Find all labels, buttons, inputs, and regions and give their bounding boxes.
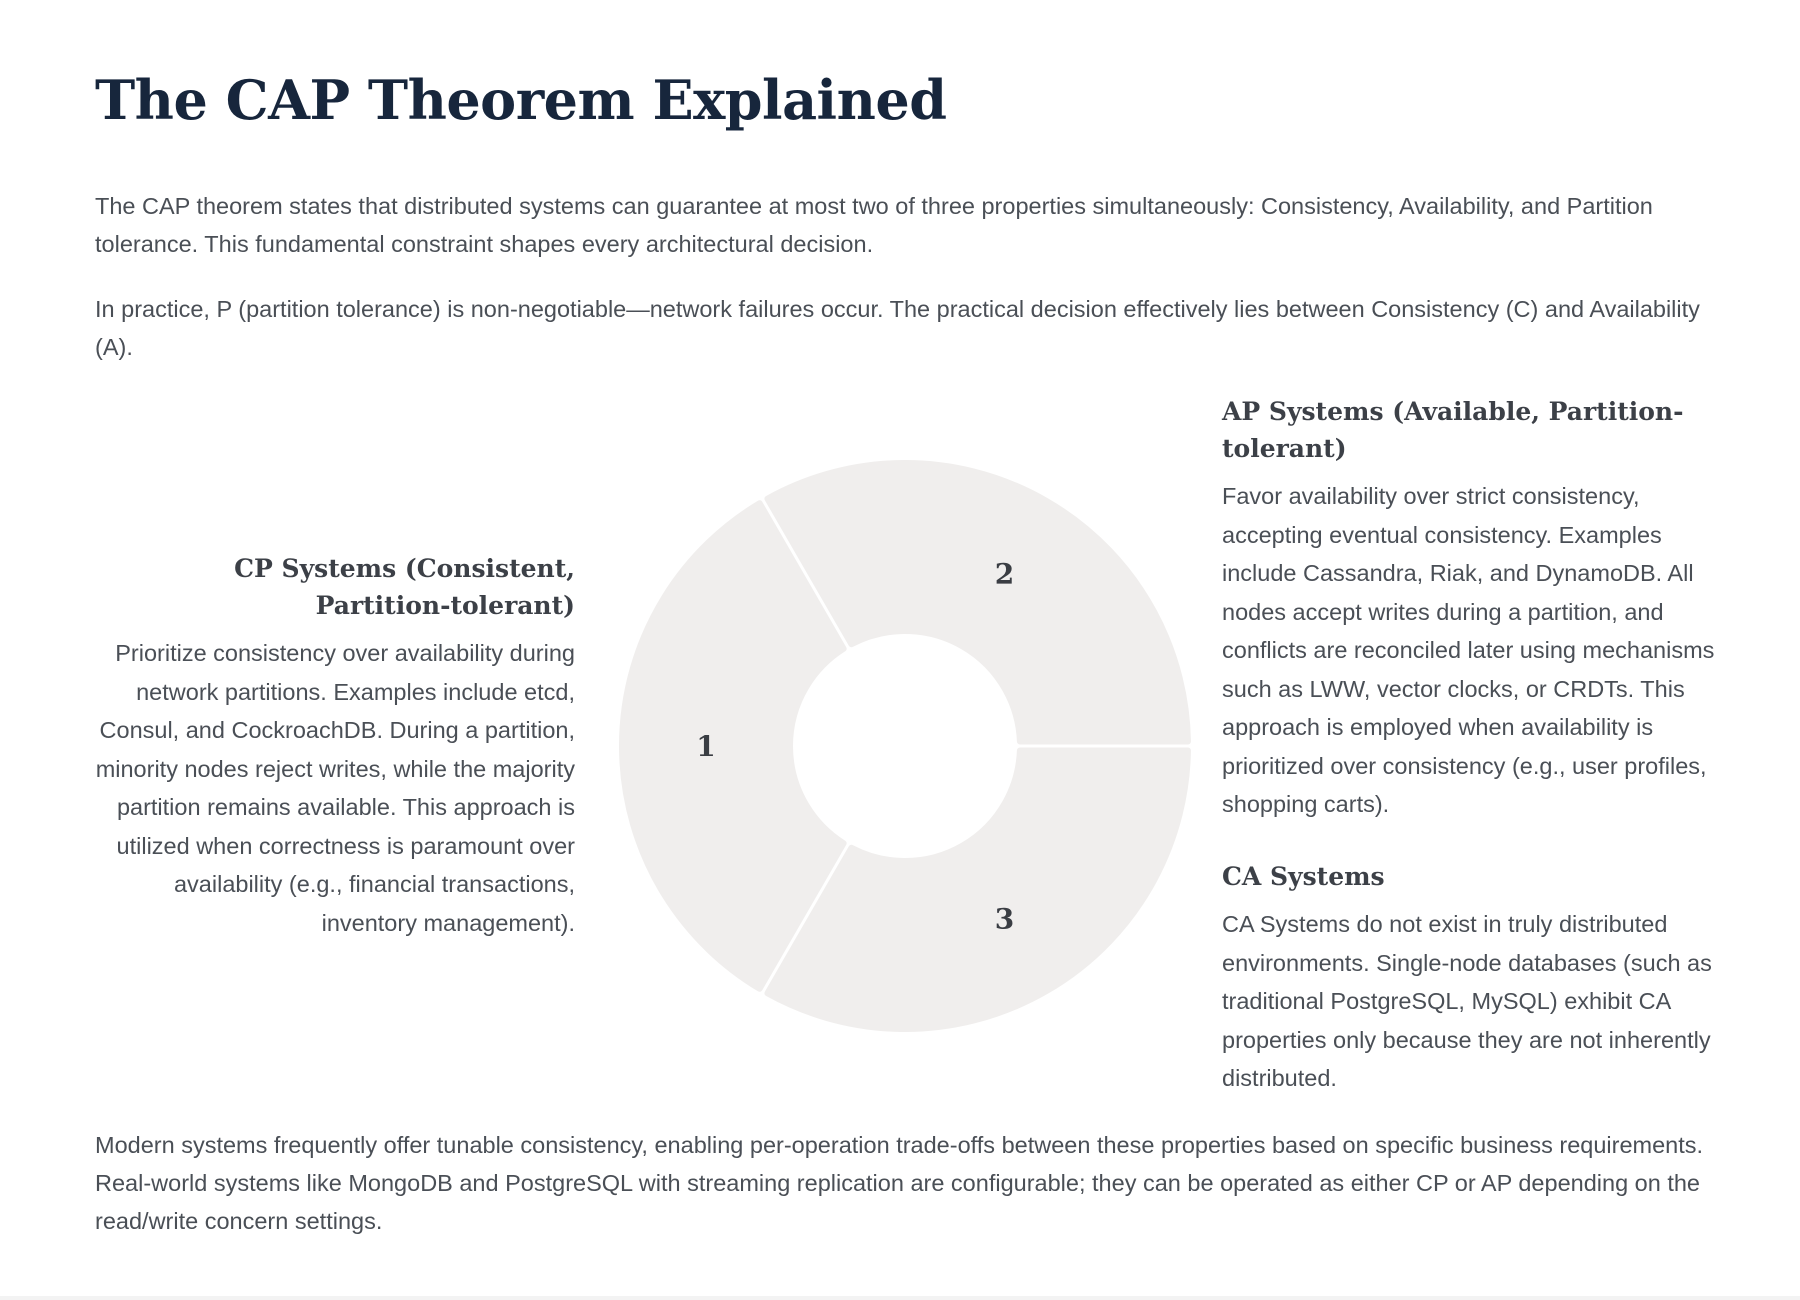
donut-segment-2: [767, 463, 1188, 742]
ap-systems-title: AP Systems (Available, Partition-tolerant): [1222, 397, 1684, 463]
ca-systems-title: CA Systems: [1222, 862, 1385, 891]
intro-paragraph-1: The CAP theorem states that distributed systems can guarantee at most two of three properties simultaneously: Consistency, Availability, and Partition tolerance. This fundamental constraint shapes every architectural decision.: [95, 193, 1653, 257]
donut-segment-label-1: 1: [696, 730, 716, 763]
ap-systems-block: [1222, 393, 1722, 824]
conclusion-paragraph: Modern systems frequently offer tunable consistency, enabling per-operation trade-offs between these properties based on specific business requirements. Real-world systems like MongoDB and PostgreSQL with streaming replication are configurable; they can be operated as either CP or AP depending on the read/write concern settings.: [95, 1132, 1704, 1234]
donut-segment-label-3: 3: [994, 902, 1015, 936]
ca-systems-body: CA Systems do not exist in truly distributed environments. Single-node databases (such as traditional PostgreSQL, MySQL) exhibit CA properties only because they are not inherently distributed.: [1222, 911, 1712, 1091]
ca-systems-block: [1222, 858, 1722, 1098]
intro-paragraph-2: In practice, P (partition tolerance) is non-negotiable—network failures occur. The practical decision effectively lies between Consistency (C) and Availability (A).: [95, 296, 1700, 360]
donut-segment-label-2: 2: [994, 557, 1015, 591]
cp-systems-body: Prioritize consistency over availability during network partitions. Examples include etcd, Consul, and CockroachDB. During a partition, minority nodes reject writes, while the majority partition remains available. This approach is utilized when correctness is paramount over availability (e.g., financial transactions, inventory management).: [95, 640, 575, 936]
cp-systems-title: CP Systems (Consistent, Partition-tolerant): [234, 554, 575, 620]
bottom-divider: [0, 1296, 1800, 1300]
donut-segment-3: [767, 750, 1188, 1029]
page-title: The CAP Theorem Explained: [95, 68, 947, 132]
ap-systems-body: Favor availability over strict consistency, accepting eventual consistency. Examples include Cassandra, Riak, and DynamoDB. All nodes accept writes during a partition, and conflicts are reconciled later using mechanisms such as LWW, vector clocks, or CRDTs. This approach is employed when availability is prioritized over consistency (e.g., user profiles, shopping carts).: [1222, 483, 1715, 817]
